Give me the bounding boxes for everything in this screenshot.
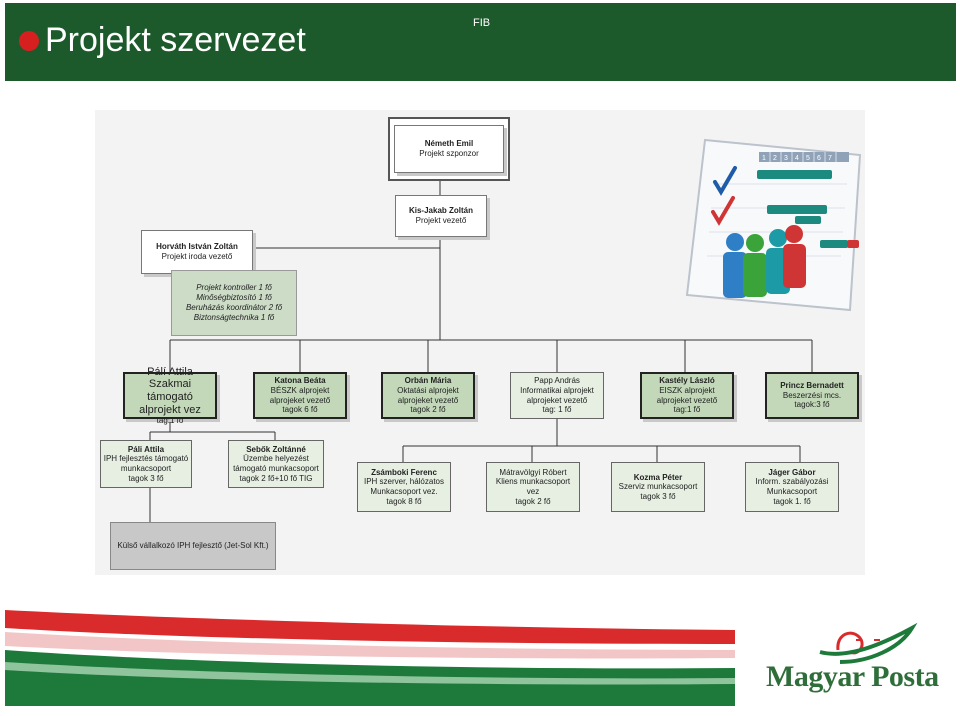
footer-decoration (0, 600, 960, 716)
it-group-line: tagok 8 fő (386, 496, 422, 506)
it-group-name: Jáger Gábor (768, 467, 816, 477)
title-bar (5, 3, 956, 81)
subproject-box-3 (381, 372, 475, 419)
header-tag: FIB (473, 17, 491, 29)
it-group-name: Kozma Péter (633, 472, 683, 482)
subproject-line: tagok 2 fő (410, 405, 446, 415)
subproject-line: tag:1 fő (156, 416, 184, 426)
it-group-name: Zsámboki Ferenc (371, 467, 437, 477)
subproject-line: Beszerzési mcs. (782, 390, 842, 400)
it-group-line: tagok 2 fő (515, 496, 551, 506)
workgroup-name: Páli Attila (127, 444, 165, 454)
office-box (141, 230, 253, 274)
staff-line: Minőségbiztosító 1 fő (196, 293, 272, 302)
it-group-line: Szerviz munkacsoport (618, 482, 698, 492)
subproject-name: Kastély László (659, 376, 715, 386)
leader-role: Projekt vezető (415, 216, 467, 225)
subproject-box-1 (123, 365, 217, 426)
workgroup-line: IPH fejlesztés támogató (103, 454, 189, 464)
it-group-box-1 (357, 462, 451, 512)
workgroup-box-1 (100, 440, 192, 488)
subproject-line: EISZK alprojekt (659, 385, 715, 395)
gantt-number-5: 5 (806, 155, 810, 162)
office-name: Horváth István Zoltán (156, 242, 238, 252)
workgroup-line: támogató munkacsoport (233, 464, 319, 473)
subproject-line: tagok 6 fő (282, 405, 318, 415)
staff-line: Projekt kontroller 1 fő (196, 283, 272, 292)
subproject-line: tag: 1 fő (542, 405, 572, 415)
subproject-line: Szakmai támogató (147, 378, 193, 403)
leader-name: Kis-Jakab Zoltán (408, 206, 473, 216)
contractor-text: Külső vállalkozó IPH fejlesztő (Jet-Sol Kft.) (117, 541, 269, 551)
subproject-line: alprojekt vez (139, 403, 201, 416)
subproject-name: Princz Bernadett (780, 381, 844, 391)
workgroup-line: Üzembe helyezést (243, 454, 309, 464)
workgroup-line: tagok 3 fő (128, 473, 164, 483)
subproject-line: Oktatási alprojekt (397, 385, 459, 395)
sponsor-inner (394, 125, 504, 173)
it-group-line: tagok 3 fő (640, 491, 676, 501)
subproject-line: alprojeket vezető (526, 395, 588, 405)
subproject-name: Katona Beáta (274, 376, 326, 386)
it-group-box-2 (486, 462, 580, 512)
it-group-line: Munkacsoport (766, 487, 818, 496)
page-title: Projekt szervezet (45, 21, 306, 59)
subproject-line: alprojeket vezető (397, 395, 459, 405)
it-group-name: Mátravölgyi Róbert (499, 467, 567, 477)
office-role: Projekt iroda vezető (161, 252, 233, 261)
workgroup-line: munkacsoport (120, 464, 172, 473)
it-group-box-4 (745, 462, 839, 512)
subproject-box-5 (640, 372, 734, 419)
logo-text: Magyar Posta (766, 660, 939, 693)
it-group-box-3 (611, 462, 705, 512)
workgroup-line: tagok 2 fő+10 fő TIG (239, 473, 313, 483)
subproject-line: alprojeket vezető (269, 395, 331, 405)
subproject-line: BÉSZK alprojekt (270, 385, 330, 395)
it-group-line: Kliens munkacsoport vez (495, 477, 571, 496)
it-group-line: Munkacsoport vez. (370, 487, 438, 496)
staff-line: Beruházás koordinátor 2 fő (185, 303, 283, 312)
subproject-box-4 (510, 372, 604, 419)
leader-box (395, 195, 487, 237)
staff-line: Biztonságtechnika 1 fő (193, 313, 275, 322)
bullet-dot (19, 31, 39, 51)
gantt-number-7: 7 (828, 155, 832, 162)
gantt-number-1: 1 (762, 155, 766, 162)
sponsor-role: Projekt szponzor (419, 149, 479, 158)
subproject-box-6 (765, 372, 859, 419)
contractor-box (110, 522, 276, 570)
subproject-line: alprojeket vezető (656, 395, 718, 405)
subproject-name: Pálí Attila (147, 365, 193, 378)
gantt-number-2: 2 (773, 155, 777, 162)
posthorn-logo-icon (820, 628, 912, 662)
workgroup-name: Sebők Zoltánné (246, 444, 306, 454)
workgroup-box-2 (228, 440, 324, 488)
subproject-line: tag:1 fő (673, 405, 701, 415)
it-group-line: IPH szerver, hálózatos (363, 477, 445, 487)
subproject-name: Orbán Mária (404, 376, 452, 386)
sponsor-box (388, 117, 510, 181)
gantt-number-4: 4 (795, 155, 799, 162)
office-staff-box (171, 270, 297, 336)
sponsor-name: Németh Emil (424, 139, 474, 149)
subproject-box-2 (253, 372, 347, 419)
subproject-line: Informatikai alprojekt (520, 385, 594, 395)
it-group-line: tagok 1. fő (773, 496, 811, 506)
subproject-name: Papp András (534, 376, 580, 386)
gantt-number-6: 6 (817, 155, 821, 162)
gantt-number-3: 3 (784, 155, 788, 162)
subproject-line: tagok:3 fő (794, 400, 830, 410)
it-group-line: Inform. szabályozási (755, 477, 829, 487)
org-chart (95, 110, 865, 575)
